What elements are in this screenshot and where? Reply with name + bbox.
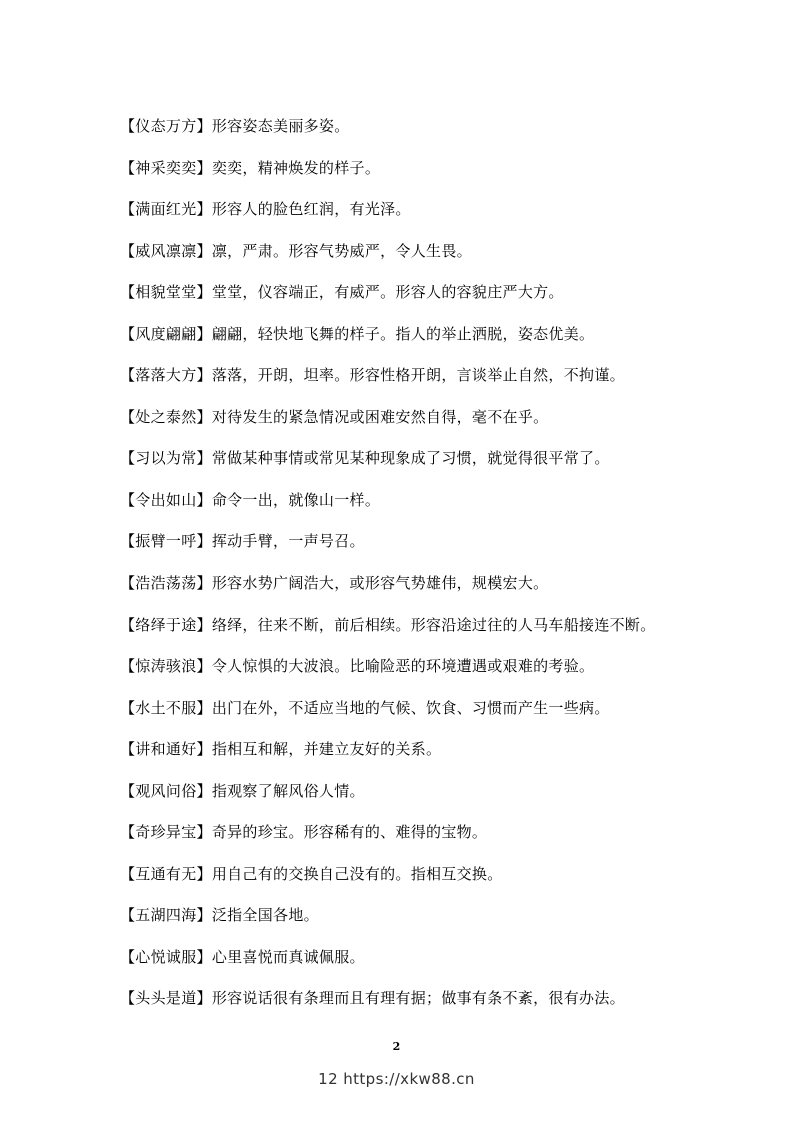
idiom-term: 【仪态万方】 <box>120 117 212 135</box>
idiom-term: 【头头是道】 <box>120 989 212 1008</box>
watermark-url: 12 https://xkw88.cn <box>318 1070 475 1088</box>
idiom-definition: 形容姿态美丽多姿。 <box>211 117 350 135</box>
idiom-term: 【讲和通好】 <box>120 740 212 759</box>
idiom-entry <box>120 903 760 945</box>
idiom-entry <box>120 446 760 488</box>
idiom-definition: 形容人的脸色红润，有光泽。 <box>211 200 411 219</box>
idiom-definition: 形容水势广阔浩大，或形容气势雄伟，规模宏大。 <box>211 574 549 593</box>
idiom-entry <box>120 488 760 530</box>
idiom-definition: 对待发生的紧急情况或困难安然自得，毫不在乎。 <box>211 407 549 426</box>
idiom-definition: 凛，严肃。形容气势威严，令人生畏。 <box>211 241 472 260</box>
idiom-term: 【惊涛骇浪】 <box>120 657 212 676</box>
idiom-entry <box>120 862 760 904</box>
idiom-term: 【令出如山】 <box>120 490 212 509</box>
idiom-term: 【络绎于途】 <box>120 615 212 634</box>
idiom-term: 【互通有无】 <box>120 864 212 883</box>
idiom-entry <box>120 156 760 198</box>
idiom-term: 【习以为常】 <box>120 449 212 468</box>
idiom-entry <box>120 280 760 322</box>
idiom-entry <box>120 820 760 862</box>
idiom-term: 【观风问俗】 <box>120 781 212 800</box>
idiom-term: 【风度翩翩】 <box>120 324 212 343</box>
idiom-entry <box>120 239 760 281</box>
idiom-list <box>120 114 760 1028</box>
idiom-definition: 络绎，往来不断，前后相续。形容沿途过往的人马车船接连不断。 <box>211 615 656 634</box>
idiom-entry <box>120 945 760 987</box>
idiom-definition: 奇异的珍宝。形容稀有的、难得的宝物。 <box>211 823 488 842</box>
idiom-term: 【奇珍异宝】 <box>120 823 212 842</box>
idiom-term: 【浩浩荡荡】 <box>120 574 212 593</box>
idiom-entry <box>120 986 760 1028</box>
idiom-term: 【五湖四海】 <box>120 906 212 925</box>
idiom-term: 【落落大方】 <box>120 366 212 385</box>
idiom-term: 【振臂一呼】 <box>120 532 212 551</box>
idiom-entry <box>120 696 760 738</box>
idiom-entry <box>120 779 760 821</box>
idiom-entry <box>120 363 760 405</box>
idiom-entry <box>120 737 760 779</box>
idiom-term: 【满面红光】 <box>120 200 212 219</box>
idiom-definition: 常做某种事情或常见某种现象成了习惯，就觉得很平常了。 <box>211 449 610 468</box>
idiom-definition: 挥动手臂，一声号召。 <box>211 532 365 551</box>
page-number: 2 <box>392 1040 401 1053</box>
idiom-entry <box>120 654 760 696</box>
idiom-definition: 翩翩，轻快地飞舞的样子。指人的举止洒脱，姿态优美。 <box>211 324 595 343</box>
idiom-entry <box>120 529 760 571</box>
idiom-definition: 落落，开朗，坦率。形容性格开朗，言谈举止自然，不拘谨。 <box>211 366 625 385</box>
idiom-definition: 令人惊惧的大波浪。比喻险恶的环境遭遇或艰难的考验。 <box>211 657 595 676</box>
idiom-definition: 泛指全国各地。 <box>211 906 319 925</box>
idiom-term: 【心悦诚服】 <box>120 947 212 966</box>
idiom-definition: 堂堂，仪容端正，有威严。形容人的容貌庄严大方。 <box>211 283 564 302</box>
idiom-definition: 指观察了解风俗人情。 <box>211 781 365 800</box>
idiom-definition: 指相互和解，并建立友好的关系。 <box>211 740 442 759</box>
idiom-term: 【威风凛凛】 <box>120 241 212 260</box>
idiom-definition: 奕奕，精神焕发的样子。 <box>211 158 381 177</box>
idiom-entry <box>120 114 760 156</box>
idiom-term: 【神采奕奕】 <box>120 158 212 177</box>
idiom-term: 【水土不服】 <box>120 698 212 717</box>
idiom-entry <box>120 571 760 613</box>
idiom-definition: 形容说话很有条理而且有理有据；做事有条不紊，很有办法。 <box>211 989 625 1008</box>
idiom-entry <box>120 322 760 364</box>
idiom-term: 【相貌堂堂】 <box>120 283 212 302</box>
idiom-term: 【处之泰然】 <box>120 407 212 426</box>
idiom-entry <box>120 405 760 447</box>
idiom-definition: 出门在外，不适应当地的气候、饮食、习惯而产生一些病。 <box>211 698 610 717</box>
idiom-definition: 命令一出，就像山一样。 <box>211 490 381 509</box>
idiom-definition: 心里喜悦而真诚佩服。 <box>211 947 365 966</box>
idiom-definition: 用自己有的交换自己没有的。指相互交换。 <box>211 864 503 883</box>
idiom-entry <box>120 197 760 239</box>
idiom-entry <box>120 613 760 655</box>
